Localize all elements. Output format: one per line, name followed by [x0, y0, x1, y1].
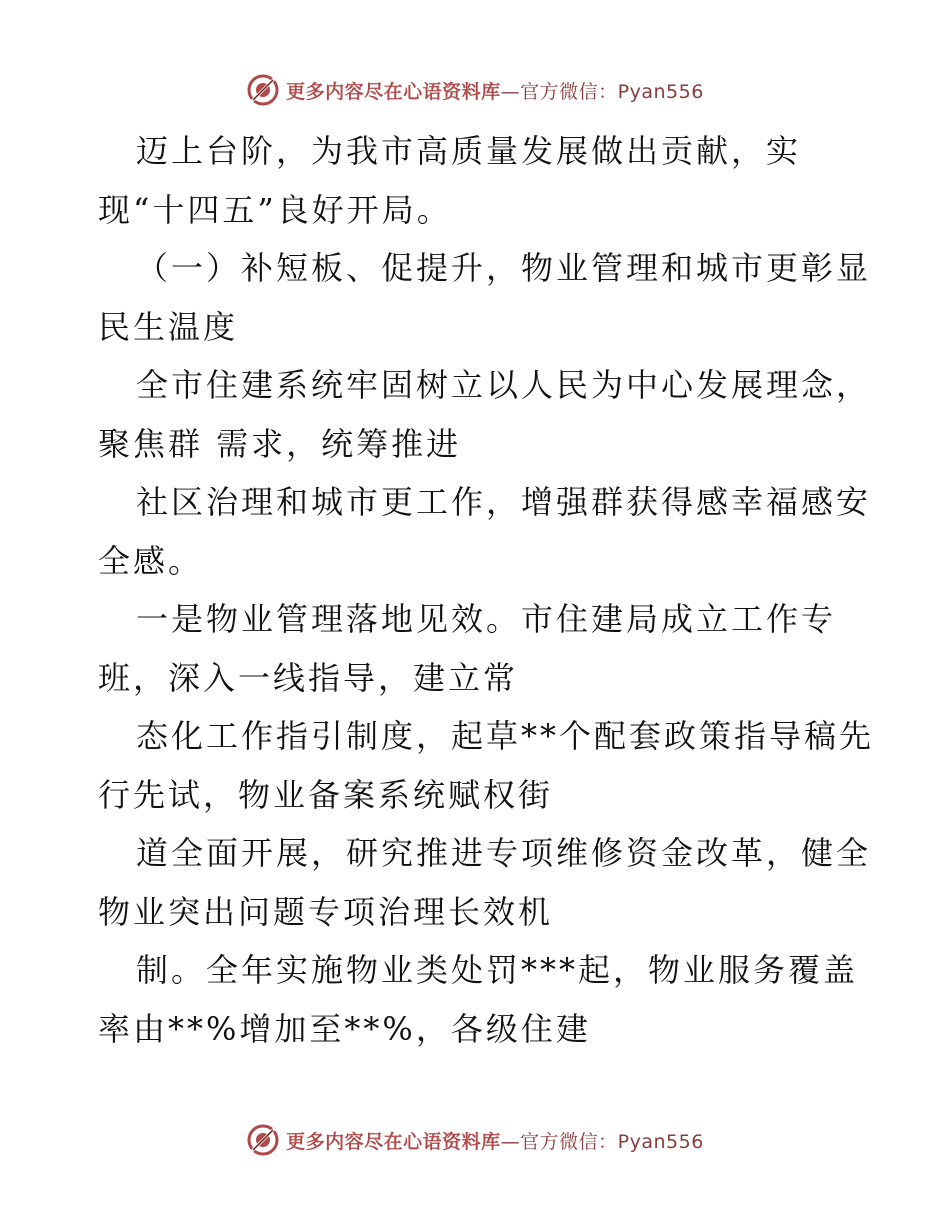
banner-title: 更多内容尽在心语资料库 [286, 80, 501, 103]
section-heading: 民生温度 [98, 307, 239, 346]
logo-icon [246, 1123, 280, 1157]
text-line: 物业突出问题专项治理长效机 [98, 892, 554, 931]
text-line: 迈上台阶，为我市高质量发展做出贡献，实 [136, 132, 802, 170]
document-body [98, 122, 875, 1058]
section-heading: （一）补短板、促提升，物业管理和城市更彰显 [136, 249, 872, 287]
banner-contact: —官方微信：Pyan556 [500, 80, 704, 103]
text-line: 一是物业管理落地见效。市住建局成立工作专 [136, 600, 837, 638]
text-line: 聚焦群 需求，统筹推进 [98, 424, 462, 463]
footer-banner [0, 1120, 950, 1160]
text-line: 制。全年实施物业类处罚***起，物业服务覆盖 [136, 951, 859, 989]
text-line: 道全面开展，研究推进专项维修资金改革，健全 [136, 834, 872, 872]
logo-icon [246, 73, 280, 107]
text-line: 现“十四五”良好开局。 [98, 190, 452, 229]
text-line: 行先试，物业备案系统赋权街 [98, 775, 554, 814]
text-line: 率由**%增加至**%，各级住建 [98, 1009, 591, 1048]
banner-contact: —官方微信：Pyan556 [500, 1130, 704, 1153]
text-line: 社区治理和城市更工作，增强群获得感幸福感安 [136, 483, 872, 521]
text-line: 全市住建系统牢固树立以人民为中心发展理念， [136, 366, 872, 404]
text-line: 班，深入一线指导，建立常 [98, 658, 519, 697]
text-line: 态化工作指引制度，起草**个配套政策指导稿先 [136, 717, 875, 755]
header-banner [0, 70, 950, 110]
banner-title: 更多内容尽在心语资料库 [286, 1130, 501, 1153]
text-line: 全感。 [98, 541, 204, 580]
